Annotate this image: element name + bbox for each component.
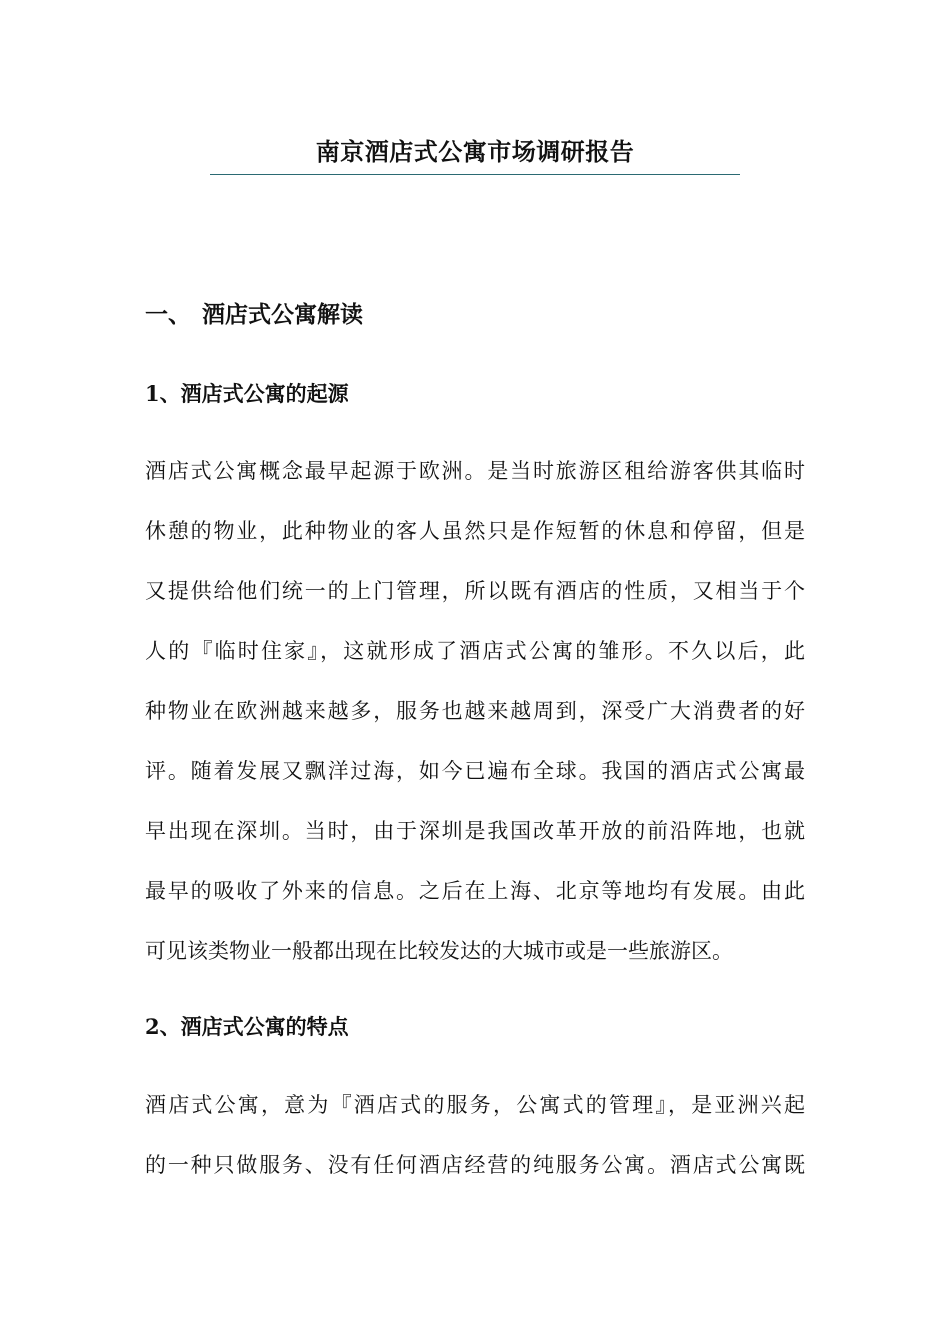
paragraph-line: 早出现在深圳。当时，由于深圳是我国改革开放的前沿阵地，也就 bbox=[145, 819, 805, 843]
paragraph-line: 可见该类物业一般都出现在比较发达的大城市或是一些旅游区。 bbox=[145, 939, 733, 963]
paragraph-line: 评。随着发展又飘洋过海，如今已遍布全球。我国的酒店式公寓最 bbox=[145, 759, 805, 783]
paragraph-origin bbox=[145, 453, 805, 993]
paragraph-line: 又提供给他们统一的上门管理，所以既有酒店的性质，又相当于个 bbox=[145, 579, 805, 603]
paragraph-line: 酒店式公寓概念最早起源于欧洲。是当时旅游区租给游客供其临时 bbox=[145, 459, 805, 483]
section-number: 一、 bbox=[145, 301, 191, 328]
subsection-heading-origin: 1、酒店式公寓的起源 bbox=[145, 381, 349, 406]
paragraph-line: 最早的吸收了外来的信息。之后在上海、北京等地均有发展。由此 bbox=[145, 879, 805, 903]
paragraph-line: 休憩的物业，此种物业的客人虽然只是作短暂的休息和停留，但是 bbox=[145, 519, 805, 543]
section-heading-1 bbox=[145, 297, 363, 333]
subsection-heading-features: 2、酒店式公寓的特点 bbox=[145, 1014, 349, 1039]
paragraph-line: 的一种只做服务、没有任何酒店经营的纯服务公寓。酒店式公寓既 bbox=[145, 1153, 805, 1177]
paragraph-line: 种物业在欧洲越来越多，服务也越来越周到，深受广大消费者的好 bbox=[145, 699, 805, 723]
title-underline bbox=[210, 174, 740, 175]
section-title: 酒店式公寓解读 bbox=[202, 301, 363, 328]
paragraph-line: 人的『临时住家』，这就形成了酒店式公寓的雏形。不久以后，此 bbox=[145, 639, 805, 663]
document-title: 南京酒店式公寓市场调研报告 bbox=[315, 137, 635, 166]
paragraph-features bbox=[145, 1087, 805, 1207]
paragraph-line: 酒店式公寓，意为『酒店式的服务，公寓式的管理』，是亚洲兴起 bbox=[145, 1093, 805, 1117]
